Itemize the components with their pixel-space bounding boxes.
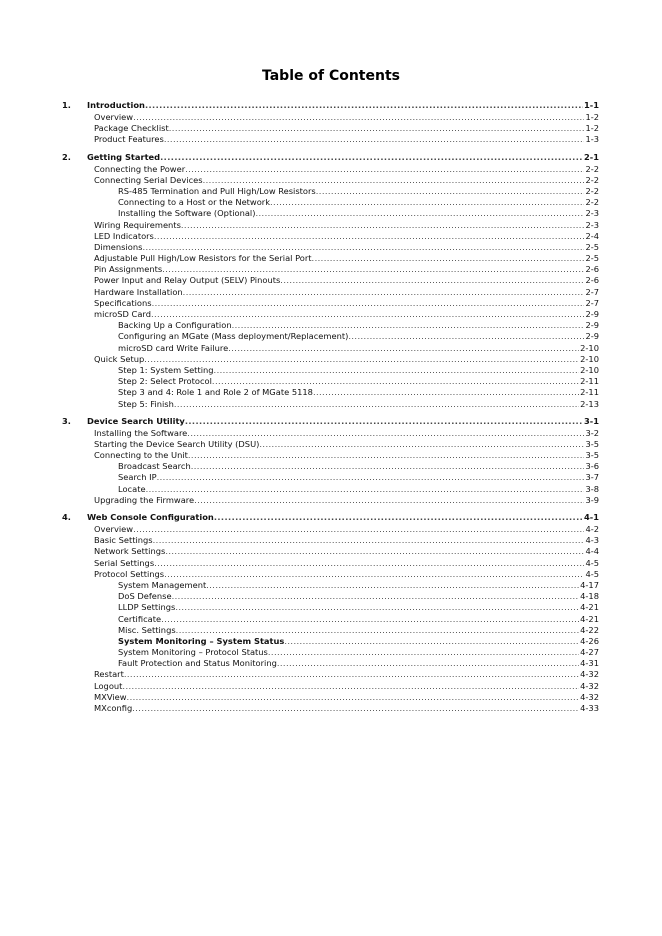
page-number: 2-13	[580, 398, 599, 409]
toc-entry[interactable]	[62, 287, 599, 298]
toc-entry[interactable]	[62, 186, 599, 197]
dot-leader	[169, 123, 585, 134]
entry-label: Protocol Settings	[94, 568, 165, 579]
toc-entry[interactable]	[62, 681, 599, 692]
toc-entry[interactable]	[62, 591, 599, 602]
dot-leader	[259, 439, 584, 450]
toc-entry[interactable]	[62, 220, 599, 231]
dot-leader	[181, 220, 585, 231]
chapter-title: Web Console Configuration	[87, 512, 214, 522]
toc-entry[interactable]	[62, 658, 599, 669]
dot-leader	[165, 546, 584, 557]
dot-leader	[194, 495, 584, 506]
dot-leader	[146, 484, 585, 495]
entry-label: Pin Assignments	[94, 264, 163, 275]
toc-entry[interactable]	[62, 614, 599, 625]
page-number: 3-5	[585, 438, 599, 449]
dot-leader	[133, 524, 584, 535]
entry-label: DoS Defense	[118, 591, 172, 602]
dot-leader	[153, 535, 585, 546]
dot-leader	[176, 625, 580, 636]
page-number: 3-8	[585, 483, 599, 494]
entry-label: Step 2: Select Protocol	[118, 376, 212, 387]
page-number: 1-2	[585, 112, 599, 122]
entry-label: Wiring Requirements	[94, 219, 181, 230]
page-number: 2-10	[580, 364, 599, 375]
entry-label: Installing the Software (Optional)	[118, 208, 256, 219]
toc-chapter-row[interactable]	[62, 415, 599, 428]
entry-label: MXconfig	[94, 703, 133, 713]
page-number: 2-10	[580, 342, 599, 353]
page-number: 4-22	[580, 624, 599, 635]
dot-leader	[316, 186, 585, 197]
entry-label: Connecting the Power	[94, 163, 186, 174]
page-number: 4-3	[585, 535, 599, 546]
toc-chapter-row[interactable]	[62, 99, 599, 112]
entry-label: Logout	[94, 680, 123, 691]
dot-leader	[175, 602, 579, 613]
page-number: 2-2	[585, 185, 599, 196]
entry-label: MXView	[94, 691, 127, 702]
entry-label: Step 1: System Setting	[118, 364, 214, 375]
page-number: 2-2	[585, 197, 599, 208]
page-number: 4-17	[580, 579, 599, 590]
toc-entry[interactable]	[62, 320, 599, 331]
toc-entry[interactable]	[62, 450, 599, 461]
dot-leader	[132, 703, 579, 714]
toc-chapter	[62, 99, 599, 146]
page-number: 4-2	[585, 524, 599, 534]
dot-leader	[214, 511, 583, 524]
page-number: 2-7	[585, 297, 599, 308]
page-number: 2-5	[585, 253, 599, 264]
toc-chapter	[62, 151, 599, 410]
page-number: 3-7	[585, 472, 599, 483]
entry-label: Quick Setup	[94, 353, 145, 364]
page-number: 2-9	[585, 331, 599, 342]
toc-entry[interactable]	[62, 275, 599, 286]
page-number: 4-5	[585, 568, 599, 579]
entry-label: System Management	[118, 579, 207, 590]
dot-leader	[124, 669, 579, 680]
toc-entry[interactable]	[62, 535, 599, 546]
page-number: 4-32	[580, 680, 599, 691]
page-number: 2-2	[585, 174, 599, 185]
entry-label: Installing the Software	[94, 427, 188, 438]
entry-label: Dimensions	[94, 241, 143, 252]
dot-leader	[145, 99, 583, 112]
entry-label: Power Input and Relay Output (SELV) Pinouts	[94, 275, 281, 286]
entry-label: Product Features	[94, 134, 164, 145]
chapter-number: 2.	[62, 151, 71, 162]
dot-leader	[228, 343, 579, 354]
entry-label: microSD Card	[94, 309, 151, 319]
entry-label: Connecting to a Host or the Network	[118, 197, 271, 208]
dot-leader	[183, 287, 585, 298]
dot-leader	[185, 415, 583, 428]
entry-label: Starting the Device Search Utility (DSU)	[94, 438, 260, 449]
page-number: 4-27	[580, 647, 599, 658]
toc-entry[interactable]	[62, 354, 599, 365]
chapter-title: Device Search Utility	[87, 415, 185, 426]
page-number: 2-5	[585, 241, 599, 252]
dot-leader	[161, 614, 579, 625]
page-number: 4-21	[580, 602, 599, 613]
toc-entry[interactable]	[62, 343, 599, 354]
chapter-number: 4.	[62, 512, 71, 522]
toc-entry[interactable]	[62, 625, 599, 636]
entry-label: Adjustable Pull High/Low Resistors for the Serial Port	[94, 253, 312, 264]
page-number: 2-9	[585, 320, 599, 331]
dot-leader	[206, 580, 579, 591]
entry-label: Specifications	[94, 297, 152, 308]
dot-leader	[142, 242, 584, 253]
dot-leader	[144, 354, 579, 365]
chapter-number: 1.	[62, 100, 71, 110]
toc-entry[interactable]	[62, 112, 599, 123]
page-number: 4-26	[580, 635, 599, 646]
dot-leader	[185, 164, 584, 175]
toc-entry[interactable]	[62, 558, 599, 569]
toc-entry[interactable]	[62, 495, 599, 506]
page-number: 4-4	[585, 546, 599, 557]
page-number: 1-2	[585, 123, 599, 134]
entry-label: Misc. Settings	[118, 624, 176, 635]
toc-entry[interactable]	[62, 428, 599, 439]
dot-leader	[188, 450, 585, 461]
dot-leader	[212, 376, 579, 387]
toc-entry[interactable]	[62, 134, 599, 145]
entry-label: Basic Settings	[94, 535, 153, 546]
entry-label: Connecting Serial Devices	[94, 174, 203, 185]
page-number: 2-6	[585, 264, 599, 275]
page-number: 4-33	[580, 703, 599, 713]
chapter-number: 3.	[62, 415, 71, 426]
dot-leader	[162, 264, 584, 275]
entry-label: Network Settings	[94, 546, 166, 557]
entry-label: Locate	[118, 483, 146, 494]
entry-label: Restart	[94, 669, 124, 680]
dot-leader	[157, 472, 585, 483]
page-title: Table of Contents	[261, 68, 400, 84]
page-number: 2-11	[580, 376, 599, 387]
page-number: 4-32	[580, 691, 599, 702]
toc-entry[interactable]	[62, 365, 599, 376]
page-number: 4-5	[585, 557, 599, 568]
entry-label: Overview	[94, 524, 134, 534]
dot-leader	[154, 558, 584, 569]
entry-label: Fault Protection and Status Monitoring	[118, 658, 277, 669]
entry-label: Upgrading the Firmware	[94, 494, 195, 505]
entry-label: RS-485 Termination and Pull High/Low Resistors	[118, 185, 316, 196]
dot-leader	[133, 112, 584, 123]
page-number: 3-6	[585, 461, 599, 472]
toc-entry[interactable]	[62, 580, 599, 591]
entry-label: LED Indicators	[94, 230, 154, 241]
dot-leader	[268, 647, 579, 658]
page-number: 4-32	[580, 669, 599, 680]
toc-entry[interactable]	[62, 197, 599, 208]
entry-label: Package Checklist	[94, 123, 169, 134]
page-number: 2-11	[580, 387, 599, 398]
page-number: 3-2	[585, 427, 599, 438]
toc-entry[interactable]	[62, 602, 599, 613]
toc-entry[interactable]	[62, 484, 599, 495]
dot-leader	[214, 365, 580, 376]
toc-entry[interactable]	[62, 331, 599, 342]
dot-leader	[152, 298, 585, 309]
page-number: 3-5	[585, 450, 599, 461]
entry-label: LLDP Settings	[118, 602, 176, 613]
entry-label: Step 5: Finish	[118, 398, 174, 409]
dot-leader	[122, 681, 579, 692]
toc-entry[interactable]	[62, 399, 599, 410]
toc-entry[interactable]	[62, 461, 599, 472]
toc-entry[interactable]	[62, 264, 599, 275]
dot-leader	[232, 320, 585, 331]
toc-entry[interactable]	[62, 208, 599, 219]
toc-entry[interactable]	[62, 692, 599, 703]
dot-leader	[203, 175, 585, 186]
page-number: 2-10	[580, 353, 599, 364]
toc-entry[interactable]	[62, 703, 599, 714]
page-number: 1-1	[584, 100, 599, 110]
chapter-title: Introduction	[87, 100, 145, 110]
page-number: 2-7	[585, 286, 599, 297]
dot-leader	[191, 461, 585, 472]
toc-entry[interactable]	[62, 164, 599, 175]
dot-leader	[348, 331, 584, 342]
toc-entry[interactable]	[62, 253, 599, 264]
page-number: 4-1	[584, 512, 599, 522]
page-number: 2-3	[585, 219, 599, 230]
page-number: 4-18	[580, 591, 599, 602]
page-number: 4-21	[580, 613, 599, 624]
toc-entry[interactable]	[62, 175, 599, 186]
dot-leader	[164, 569, 584, 580]
dot-leader	[277, 658, 579, 669]
toc-entry[interactable]	[62, 242, 599, 253]
page-number: 2-6	[585, 275, 599, 286]
dot-leader	[172, 591, 580, 602]
entry-label: microSD card Write Failure	[118, 342, 229, 353]
entry-label: Connecting to the Unit	[94, 450, 188, 461]
toc-entry[interactable]	[62, 231, 599, 242]
toc-entry[interactable]	[62, 647, 599, 658]
toc-entry[interactable]	[62, 298, 599, 309]
toc-entry[interactable]	[62, 524, 599, 535]
page-number: 2-4	[585, 230, 599, 241]
dot-leader	[127, 692, 580, 703]
dot-leader	[255, 208, 584, 219]
toc-entry[interactable]	[62, 636, 599, 647]
dot-leader	[151, 309, 584, 320]
entry-label: Overview	[94, 112, 134, 122]
toc-entry[interactable]	[62, 439, 599, 450]
dot-leader	[312, 253, 585, 264]
toc-entry[interactable]	[62, 472, 599, 483]
entry-label: Broadcast Search	[118, 461, 191, 472]
entry-label: Hardware Installation	[94, 286, 183, 297]
dot-leader	[154, 231, 585, 242]
entry-label: Configuring an MGate (Mass deployment/Replacement)	[118, 331, 349, 342]
dot-leader	[270, 197, 584, 208]
dot-leader	[284, 636, 579, 647]
dot-leader	[280, 275, 584, 286]
toc-entry[interactable]	[62, 376, 599, 387]
toc-entry[interactable]	[62, 546, 599, 557]
table-of-contents	[62, 99, 599, 719]
page-number: 4-31	[580, 658, 599, 669]
toc-chapter-row[interactable]	[62, 511, 599, 524]
entry-label: System Monitoring – System Status	[118, 635, 285, 646]
page-number: 3-9	[585, 494, 599, 505]
toc-entry[interactable]	[62, 669, 599, 680]
dot-leader	[164, 134, 585, 145]
dot-leader	[313, 387, 579, 398]
page-number: 3-1	[584, 415, 599, 426]
dot-leader	[160, 151, 583, 164]
entry-label: Serial Settings	[94, 557, 155, 568]
dot-leader	[174, 399, 579, 410]
toc-chapter	[62, 415, 599, 506]
toc-entry[interactable]	[62, 309, 599, 320]
page-number: 2-1	[584, 151, 599, 162]
page-number: 2-9	[585, 309, 599, 319]
entry-label: Search IP	[118, 472, 157, 483]
chapter-title: Getting Started	[87, 151, 161, 162]
page-number: 2-3	[585, 208, 599, 219]
dot-leader	[187, 428, 584, 439]
toc-chapter-row[interactable]	[62, 151, 599, 164]
page-number: 1-3	[585, 134, 599, 145]
page-number: 2-2	[585, 163, 599, 174]
entry-label: Backing Up a Configuration	[118, 320, 232, 331]
entry-label: Certificate	[118, 613, 162, 624]
entry-label: System Monitoring – Protocol Status	[118, 647, 268, 658]
entry-label: Step 3 and 4: Role 1 and Role 2 of MGate 5118	[118, 387, 313, 398]
toc-entry[interactable]	[62, 123, 599, 134]
toc-chapter	[62, 511, 599, 714]
toc-entry[interactable]	[62, 569, 599, 580]
toc-entry[interactable]	[62, 387, 599, 398]
